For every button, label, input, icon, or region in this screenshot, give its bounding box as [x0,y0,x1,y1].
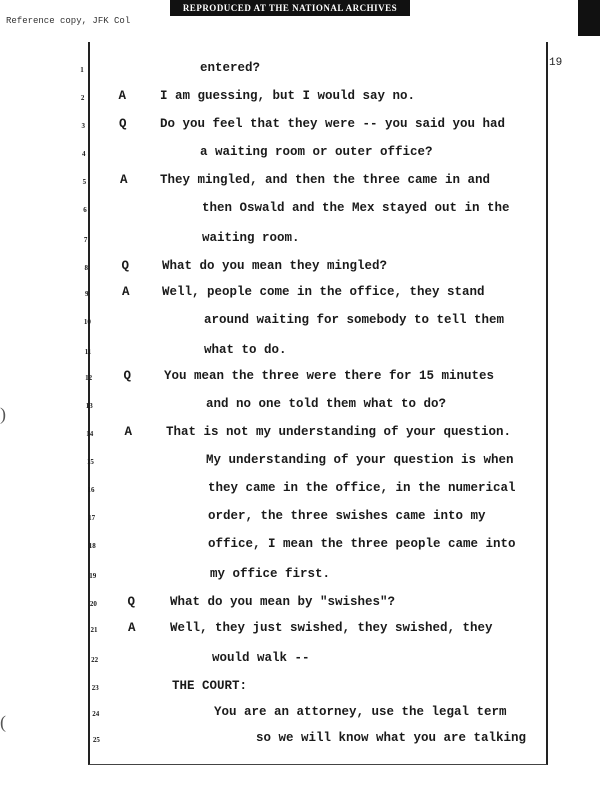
line-text: entered? [200,61,261,75]
line-number: 10 [83,318,91,326]
speaker-label: A [124,425,133,439]
line-number: 9 [85,290,89,298]
transcript-line [0,567,612,587]
line-number: 6 [83,206,87,214]
line-number: 16 [87,486,95,494]
reference-note: Reference copy, JFK Col [6,16,131,26]
transcript-line [0,425,612,445]
speaker-label: Q [127,595,136,609]
line-text: order, the three swishes came into my [208,509,486,523]
line-text: then Oswald and the Mex stayed out in the [202,201,510,215]
line-number: 13 [85,402,93,410]
line-number: 19 [89,572,97,580]
punch-mark [578,0,600,36]
transcript-line [0,397,612,417]
speaker-label: A [118,89,127,103]
line-text: You are an attorney, use the legal term [214,705,507,719]
transcript-line [0,369,612,389]
speaker-label: Q [123,369,132,383]
transcript-line [0,343,612,363]
transcript-line [0,651,612,671]
line-text: My understanding of your question is when [206,453,514,467]
speaker-label: A [122,285,130,299]
page-number: 19 [549,57,563,69]
transcript-line [0,731,612,751]
line-text: They mingled, and then the three came in and [160,173,491,187]
transcript-line [0,259,612,279]
line-text: That is not my understanding of your question. [166,425,512,439]
line-text: around waiting for somebody to tell them [204,313,505,327]
line-number: 22 [91,656,99,664]
line-number: 21 [90,626,98,634]
transcript-line [0,621,612,641]
line-number: 24 [92,710,100,718]
line-number: 7 [83,236,88,244]
scan-edge-mark: ( [0,712,6,732]
line-text: my office first. [210,567,331,581]
line-number: 1 [80,66,84,74]
transcript-line [0,231,612,251]
line-number: 25 [92,736,100,744]
line-text: would walk -- [212,651,310,665]
line-number: 5 [82,178,87,186]
transcript-line [0,679,612,699]
scan-edge-mark: ) [0,404,6,424]
line-text: a waiting room or outer office? [200,145,433,159]
speaker-label: A [128,621,136,635]
line-number: 11 [84,348,92,356]
transcript-line [0,61,612,81]
line-number: 12 [85,374,93,382]
transcript-line [0,509,612,529]
speaker-label: A [120,173,128,187]
line-text: they came in the office, in the numerical [208,481,516,495]
line-text: You mean the three were there for 15 minutes [164,369,495,383]
archives-stamp [170,0,410,16]
line-number: 2 [80,94,85,102]
line-number: 14 [86,430,94,438]
transcript-line [0,313,612,333]
transcript-line [0,481,612,501]
line-text: so we will know what you are talking [256,731,527,745]
line-text: Well, they just swished, they swished, they [170,621,493,635]
line-text: What do you mean they mingled? [162,259,388,273]
line-text: What do you mean by "swishes"? [170,595,396,609]
transcript-line [0,537,612,557]
transcript-line [0,595,612,615]
transcript-line [0,117,612,137]
transcript-line [0,453,612,473]
line-text: Do you feel that they were -- you said you had [160,117,506,131]
line-text: THE COURT: [172,679,248,693]
line-number: 15 [86,458,94,466]
line-number: 4 [82,150,86,158]
line-number: 17 [88,514,96,522]
archives-stamp-text: REPRODUCED AT THE NATIONAL ARCHIVES [182,3,398,13]
line-number: 3 [81,122,85,130]
line-text: what to do. [204,343,287,357]
transcript-line [0,705,612,725]
line-number: 8 [84,264,88,272]
line-number: 18 [88,542,96,550]
transcript-line [0,89,612,109]
transcript-line [0,173,612,193]
transcript-line [0,201,612,221]
transcript-line [0,285,612,305]
line-number: 20 [89,600,97,608]
line-text: I am guessing, but I would say no. [160,89,416,103]
line-number: 23 [91,684,99,692]
line-text: and no one told them what to do? [206,397,447,411]
speaker-label: Q [121,259,130,273]
speaker-label: Q [119,117,127,131]
line-text: office, I mean the three people came into [208,537,516,551]
line-text: waiting room. [202,231,300,245]
transcript-line [0,145,612,165]
line-text: Well, people come in the office, they stand [162,285,485,299]
